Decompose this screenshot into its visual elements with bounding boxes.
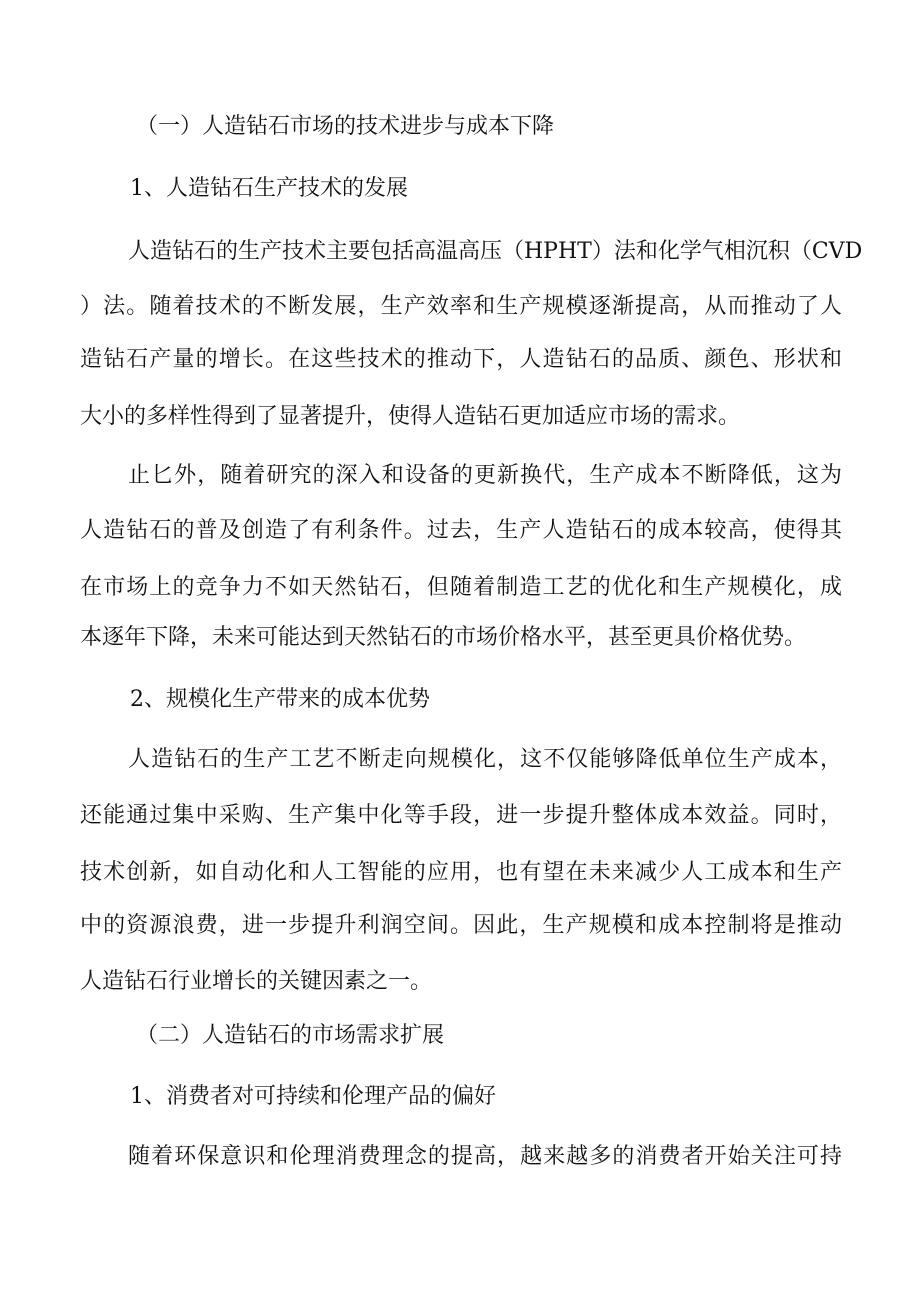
section-heading-1: （一）人造钻石市场的技术进步与成本下降: [136, 114, 555, 139]
paragraph-4-line-1: 随着环保意识和伦理消费理念的提高，越来越多的消费者开始关注可持: [128, 1144, 842, 1169]
paragraph-3-line-1: 人造钻石的生产工艺不断走向规模化，这不仅能够降低单位生产成本，: [128, 747, 842, 772]
paragraph-1-line-1: 人造钻石的生产技术主要包括高温高压（HPHT）法和化学气相沉积（CVD: [128, 239, 863, 264]
paragraph-3-line-2: 还能通过集中采购、生产集中化等手段，进一步提升整体成本效益。同时，: [80, 803, 842, 828]
paragraph-2-line-2: 人造钻石的普及创造了有利条件。过去，生产人造钻石的成本较高，使得其: [80, 518, 842, 543]
paragraph-3-line-3: 技术创新，如自动化和人工智能的应用，也有望在未来减少人工成本和生产: [80, 860, 842, 885]
subsection-heading-1-2: 2、规模化生产带来的成本优势: [130, 687, 430, 712]
paragraph-3-line-5: 人造钻石行业增长的关键因素之一。: [80, 969, 433, 994]
paragraph-2-line-4: 本逐年下降，未来可能达到天然钻石的市场价格水平，甚至更具价格优势。: [80, 625, 807, 650]
paragraph-1-line-3: 造钻石产量的增长。在这些技术的推动下，人造钻石的品质、颜色、形状和: [80, 347, 842, 372]
paragraph-2-line-3: 在市场上的竞争力不如天然钻石，但随着制造工艺的优化和生产规模化，成: [80, 575, 842, 600]
paragraph-3-line-4: 中的资源浪费，进一步提升利润空间。因此，生产规模和成本控制将是推动: [80, 913, 842, 938]
paragraph-2-line-1: 止匕外，随着研究的深入和设备的更新换代，生产成本不断降低，这为: [128, 463, 842, 488]
section-heading-2: （二）人造钻石的市场需求扩展: [136, 1023, 445, 1048]
subsection-heading-1-1: 1、人造钻石生产技术的发展: [130, 176, 408, 201]
paragraph-1-line-4: 大小的多样性得到了显著提升，使得人造钻石更加适应市场的需求。: [80, 404, 741, 429]
paragraph-1-line-2: ）法。随着技术的不断发展，生产效率和生产规模逐渐提高，从而推动了人: [80, 294, 842, 319]
subsection-heading-2-1: 1、消费者对可持续和伦理产品的偏好: [130, 1084, 496, 1109]
